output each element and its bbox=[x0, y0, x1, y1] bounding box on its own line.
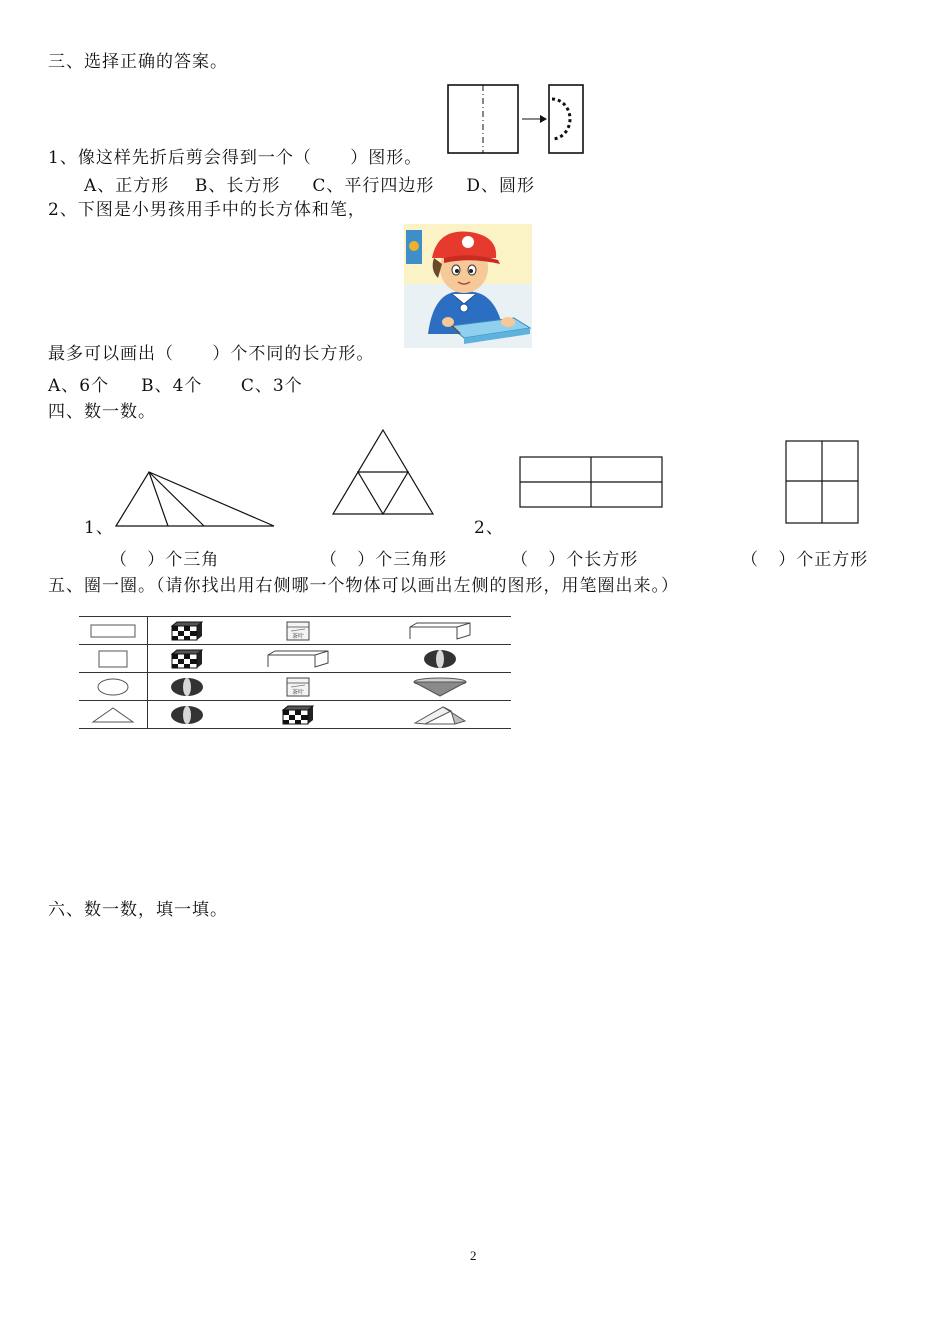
count-q1-label: 1、 bbox=[84, 518, 114, 538]
square-icon bbox=[79, 645, 148, 673]
tea-label: 茶叶 bbox=[291, 632, 304, 640]
section6-heading: 六、数一数，填一填。 bbox=[48, 900, 228, 920]
section5-heading: 五、圈一圈。（请你找出用右侧哪一个物体可以画出左侧的图形，用笔圈出来。） bbox=[48, 576, 679, 596]
rubik-cube-icon[interactable] bbox=[148, 645, 227, 673]
q2-text2: 最多可以画出（ ）个不同的长方形。 bbox=[48, 344, 375, 364]
q1-options: A、正方形 B、长方形 C、平行四边形 D、圆形 bbox=[84, 176, 536, 196]
blank-squares: （ ）个正方形 bbox=[741, 550, 869, 570]
boy-drawing-picture bbox=[404, 224, 532, 352]
triangle-icon bbox=[79, 701, 148, 729]
tea-box-icon[interactable] bbox=[227, 617, 369, 645]
long-box-icon[interactable] bbox=[227, 645, 369, 673]
table-row bbox=[79, 701, 511, 729]
table-row bbox=[79, 617, 511, 645]
blank-rectangles: （ ）个长方形 bbox=[511, 550, 639, 570]
section3-heading: 三、选择正确的答案。 bbox=[48, 52, 228, 72]
rectangle-grid-figure bbox=[518, 455, 664, 513]
rubik-cube-icon[interactable] bbox=[227, 701, 369, 729]
circle-icon bbox=[79, 673, 148, 701]
q2-text: 2、下图是小男孩用手中的长方体和笔， bbox=[48, 200, 366, 220]
count-q2-label: 2、 bbox=[474, 518, 504, 538]
page-number: 2 bbox=[470, 1248, 477, 1263]
shape-object-table bbox=[79, 616, 511, 729]
tea-label: 茶叶 bbox=[291, 688, 304, 696]
ball-icon[interactable] bbox=[369, 645, 511, 673]
triangle-grid-figure bbox=[330, 428, 436, 522]
table-row bbox=[79, 673, 511, 701]
table-row bbox=[79, 645, 511, 673]
q1-text: 1、像这样先折后剪会得到一个（ ）图形。 bbox=[48, 148, 423, 168]
fold-cut-figure bbox=[446, 82, 586, 162]
square-grid-figure bbox=[784, 439, 860, 529]
ball-icon[interactable] bbox=[148, 701, 227, 729]
blank-triangles-1: （ ）个三角 bbox=[110, 550, 220, 570]
cone-icon[interactable] bbox=[369, 673, 511, 701]
triangle-fan-figure bbox=[112, 470, 278, 534]
ball-icon[interactable] bbox=[148, 673, 227, 701]
q2-options: A、6个 B、4个 C、3个 bbox=[48, 376, 303, 396]
rectangle-icon bbox=[79, 617, 148, 645]
triangle-prism-icon[interactable] bbox=[369, 701, 511, 729]
long-box-icon[interactable] bbox=[369, 617, 511, 645]
section4-heading: 四、数一数。 bbox=[48, 402, 156, 422]
blank-triangles-2: （ ）个三角形 bbox=[320, 550, 448, 570]
rubik-cube-icon[interactable] bbox=[148, 617, 227, 645]
tea-box-icon[interactable] bbox=[227, 673, 369, 701]
